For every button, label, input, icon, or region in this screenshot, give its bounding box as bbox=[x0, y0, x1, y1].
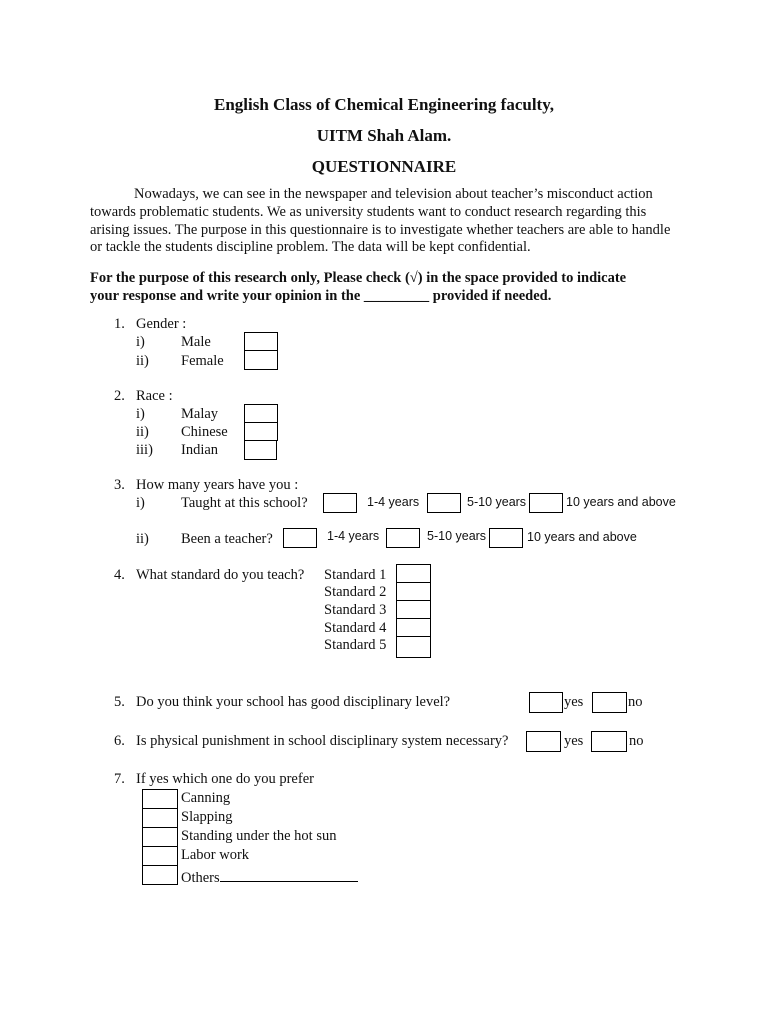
q7-option-others bbox=[181, 867, 358, 887]
q3-sub1-choice-3: 10 years and above bbox=[566, 495, 676, 509]
checkbox-standard-1[interactable] bbox=[396, 564, 431, 583]
checkbox-q6-no[interactable] bbox=[591, 731, 627, 752]
q4-option-standard-4: Standard 4 bbox=[324, 620, 387, 636]
q5-yes-label: yes bbox=[564, 694, 584, 710]
q2-option-2-roman: ii) bbox=[136, 424, 149, 440]
q3-number: 3. bbox=[114, 477, 125, 493]
title-line-1: English Class of Chemical Engineering faculty, bbox=[213, 95, 555, 114]
q3-sub2-choice-3: 10 years and above bbox=[527, 530, 637, 544]
checkbox-teacher-10-plus[interactable] bbox=[489, 528, 523, 548]
q5-number: 5. bbox=[114, 694, 125, 710]
checkbox-malay[interactable] bbox=[244, 404, 278, 423]
checkbox-taught-5-10[interactable] bbox=[427, 493, 461, 513]
checkbox-teacher-5-10[interactable] bbox=[386, 528, 420, 548]
checkbox-teacher-1-4[interactable] bbox=[283, 528, 317, 548]
q7-option-slapping: Slapping bbox=[181, 809, 233, 825]
q1-number: 1. bbox=[114, 316, 125, 332]
q4-option-standard-3: Standard 3 bbox=[324, 602, 387, 618]
q3-sub2-choice-1: 1-4 years bbox=[327, 529, 380, 543]
checkbox-taught-1-4[interactable] bbox=[323, 493, 357, 513]
q2-option-malay: Malay bbox=[181, 406, 219, 422]
q7-number: 7. bbox=[114, 771, 125, 787]
q1-text: Gender : bbox=[136, 316, 187, 332]
intro-first-line: Nowadays, we can see in the newspaper and television about teacher’s misconduct action bbox=[134, 186, 653, 202]
checkbox-canning[interactable] bbox=[142, 789, 178, 809]
checkbox-standard-3[interactable] bbox=[396, 600, 431, 619]
instructions-line-1: For the purpose of this research only, Please check (√) in the space provided to indicate bbox=[90, 270, 627, 286]
q5-no-label: no bbox=[628, 694, 643, 710]
q3-sub1-choice-2: 5-10 years bbox=[467, 495, 527, 509]
q4-option-standard-1: Standard 1 bbox=[324, 567, 387, 583]
q2-text: Race : bbox=[136, 388, 173, 404]
q1-option-1-roman: i) bbox=[136, 334, 145, 350]
checkbox-standard-2[interactable] bbox=[396, 582, 431, 601]
intro-paragraph bbox=[90, 186, 682, 257]
checkbox-q6-yes[interactable] bbox=[526, 731, 561, 752]
q5-text: Do you think your school has good disciplinary level? bbox=[136, 694, 451, 710]
q7-option-others-label: Others bbox=[181, 870, 220, 886]
q6-yes-label: yes bbox=[564, 733, 584, 749]
q4-option-standard-2: Standard 2 bbox=[324, 584, 387, 600]
q6-text: Is physical punishment in school disciplinary system necessary? bbox=[136, 733, 509, 749]
q1-option-female: Female bbox=[181, 353, 224, 369]
q7-text: If yes which one do you prefer bbox=[136, 771, 314, 787]
q2-number: 2. bbox=[114, 388, 125, 404]
checkbox-q5-no[interactable] bbox=[592, 692, 627, 713]
checkbox-slapping[interactable] bbox=[142, 808, 178, 828]
checkbox-indian[interactable] bbox=[244, 440, 277, 460]
q3-sub2-roman: ii) bbox=[136, 531, 149, 547]
title-line-2: UITM Shah Alam. bbox=[316, 126, 452, 145]
q2-option-1-roman: i) bbox=[136, 406, 145, 422]
checkbox-hot-sun[interactable] bbox=[142, 827, 178, 847]
q4-text: What standard do you teach? bbox=[136, 567, 305, 583]
checkbox-q5-yes[interactable] bbox=[529, 692, 563, 713]
q1-option-male: Male bbox=[181, 334, 211, 350]
q3-sub2-label: Been a teacher? bbox=[181, 531, 273, 547]
q3-sub1-choice-1: 1-4 years bbox=[367, 495, 420, 509]
others-blank-line[interactable] bbox=[220, 867, 358, 882]
instructions-line-2: your response and write your opinion in the _________ provided if needed. bbox=[90, 288, 552, 304]
q2-option-3-roman: iii) bbox=[136, 442, 153, 458]
checkbox-standard-5[interactable] bbox=[396, 636, 431, 658]
q3-text: How many years have you : bbox=[136, 477, 299, 493]
checkbox-taught-10-plus[interactable] bbox=[529, 493, 563, 513]
q4-number: 4. bbox=[114, 567, 125, 583]
q4-option-standard-5: Standard 5 bbox=[324, 637, 387, 653]
q3-sub1-label: Taught at this school? bbox=[181, 495, 308, 511]
checkbox-female[interactable] bbox=[244, 350, 278, 370]
q6-number: 6. bbox=[114, 733, 125, 749]
checkbox-others[interactable] bbox=[142, 865, 178, 885]
q1-option-2-roman: ii) bbox=[136, 353, 149, 369]
title-questionnaire: QUESTIONNAIRE bbox=[311, 157, 457, 176]
q6-no-label: no bbox=[629, 733, 644, 749]
q7-option-labor-work: Labor work bbox=[181, 847, 250, 863]
intro-rest: towards problematic students. We as university students want to conduct research regarding this arising issues. The purpose in this questionnaire is to investigate whether teachers are able to handle or tackle the students discipline problem. The data will be kept confidential. bbox=[90, 203, 671, 256]
q7-option-canning: Canning bbox=[181, 790, 231, 806]
checkbox-labor-work[interactable] bbox=[142, 846, 178, 866]
q7-option-hot-sun: Standing under the hot sun bbox=[181, 828, 337, 844]
checkbox-standard-4[interactable] bbox=[396, 618, 431, 637]
q3-sub2-choice-2: 5-10 years bbox=[427, 529, 487, 543]
checkbox-chinese[interactable] bbox=[244, 422, 278, 441]
checkbox-male[interactable] bbox=[244, 332, 278, 351]
q2-option-indian: Indian bbox=[181, 442, 219, 458]
q2-option-chinese: Chinese bbox=[181, 424, 228, 440]
q3-sub1-roman: i) bbox=[136, 495, 145, 511]
